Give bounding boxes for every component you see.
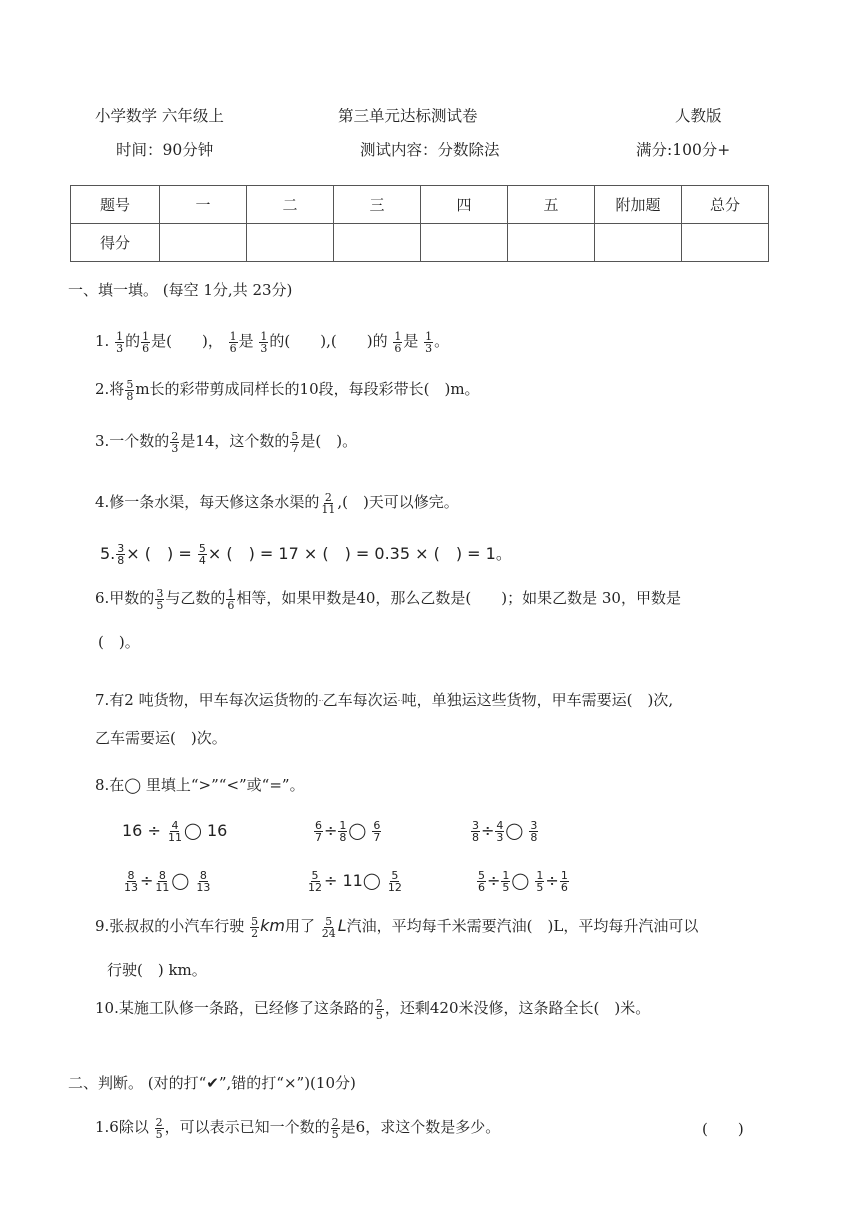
question-6-cont: ( )。 xyxy=(98,633,140,651)
score-table-header-row xyxy=(71,186,769,224)
compare-item: $\frac{3}{8}$ ÷ $\frac{4}{3}$ ◯ $\frac{3}{8}$ xyxy=(472,819,538,844)
question-3 xyxy=(95,430,357,454)
judge-question-1 xyxy=(95,1116,500,1140)
q-text: 与乙数的 xyxy=(165,589,226,607)
q-text: 乙车每次运 xyxy=(322,691,398,709)
table-cell: 三 xyxy=(334,186,421,224)
fraction: $\frac{2}{5}$ xyxy=(331,1115,339,1141)
question-2 xyxy=(95,378,480,402)
unit-km: km xyxy=(260,916,285,935)
score-table-score-row xyxy=(71,224,769,262)
q-text: 的 xyxy=(125,332,141,350)
question-9 xyxy=(95,915,698,939)
q-text: 6.甲数的 xyxy=(95,589,155,607)
fraction: $\frac{4}{3}$ xyxy=(496,819,504,844)
q-text: 是6，求这个数是多少。 xyxy=(340,1118,501,1136)
fraction: $\frac{3}{5}$ xyxy=(156,586,164,612)
table-cell: 五 xyxy=(508,186,595,224)
q-text: 2.将 xyxy=(95,380,125,398)
compare-item: 16 ÷ $\frac{4}{11}$ ◯ 16 xyxy=(122,819,228,844)
fraction: $\frac{3}{8}$ xyxy=(117,542,125,567)
score-input-cell[interactable] xyxy=(595,224,682,262)
table-cell: 一 xyxy=(160,186,247,224)
q-text: 5. xyxy=(100,544,116,563)
fraction: $\frac{1}{5}$ xyxy=(502,869,510,894)
fraction: $\frac{1}{6}$ xyxy=(142,329,150,355)
score-input-cell[interactable] xyxy=(334,224,421,262)
q-text: ，还剩420米没修，这条路全长( )米。 xyxy=(384,999,651,1017)
section2-title: 二、判断。 (对的打“✔”,错的打“×”)(10分) xyxy=(68,1074,356,1092)
q-text: 9.张叔叔的小汽车行驶 xyxy=(95,917,245,935)
q-text: 吨，单独运这些货物，甲车需要运( )次, xyxy=(401,691,674,709)
fraction: $\frac{5}{12}$ xyxy=(308,869,322,894)
q-text: ，可以表示已知一个数的 xyxy=(164,1118,330,1136)
compare-item: $\frac{8}{13}$ ÷ $\frac{8}{11}$ ◯ $\frac{8}{13}$ xyxy=(124,869,211,894)
fraction: $\frac{8}{13}$ xyxy=(196,869,211,894)
fraction: $\frac{1}{6}$ xyxy=(227,586,235,612)
question-7 xyxy=(95,689,673,710)
q-text: 4.修一条水渠，每天修这条水渠的 xyxy=(95,493,320,511)
fraction: $\frac{1}{3}$ xyxy=(425,329,433,355)
question-10 xyxy=(95,997,650,1021)
compare-item: $\frac{5}{6}$ ÷ $\frac{1}{5}$ ◯ $\frac{1}{5}$ ÷ $\frac{1}{6}$ xyxy=(478,869,568,894)
question-6 xyxy=(95,587,681,611)
fraction: $\frac{1}{6}$ xyxy=(229,329,237,355)
fraction: $\frac{5}{4}$ xyxy=(198,542,206,567)
table-cell: 附加题 xyxy=(595,186,682,224)
q-text: 用了 xyxy=(284,917,315,935)
fraction: $\frac{6}{7}$ xyxy=(373,819,381,844)
fraction: $\frac{5}{24}$ xyxy=(321,914,336,940)
q-text: 是 xyxy=(403,332,419,350)
question-5 xyxy=(100,541,512,566)
fraction: $\frac{8}{13}$ xyxy=(124,869,138,894)
question-4 xyxy=(95,491,459,515)
q-text: 是( )， xyxy=(151,332,223,350)
q-text: 10.某施工队修一条路，已经修了这条路的 xyxy=(95,999,374,1017)
score-input-cell[interactable] xyxy=(247,224,334,262)
q-text: 。 xyxy=(434,332,450,350)
fraction: $\frac{2}{11}$ xyxy=(321,490,336,516)
q-text: 是 xyxy=(238,332,254,350)
fraction: $\frac{1}{6}$ xyxy=(394,329,402,355)
fraction: $\frac{5}{7}$ xyxy=(291,429,299,455)
q-text: × ( ) = 17 × ( ) = 0.35 × ( ) = 1。 xyxy=(207,544,512,563)
exam-title: 第三单元达标测试卷 xyxy=(338,107,478,125)
table-cell: 二 xyxy=(247,186,334,224)
q-text: 7.有2 吨货物，甲车每次运货物的 xyxy=(95,691,319,709)
fraction: $\frac{5}{6}$ xyxy=(478,869,485,894)
table-cell: 总分 xyxy=(682,186,769,224)
fraction: $\frac{6}{7}$ xyxy=(315,819,322,844)
full-score-label: 满分:100分+ xyxy=(636,141,731,159)
fraction: $\frac{2}{5}$ xyxy=(155,1115,163,1141)
fraction: $\frac{5}{12}$ xyxy=(387,869,402,894)
table-cell: 四 xyxy=(421,186,508,224)
fraction: $\frac{3}{8}$ xyxy=(530,819,538,844)
fraction: $\frac{8}{11}$ xyxy=(155,869,170,894)
answer-blank[interactable]: ( ) xyxy=(702,1120,744,1138)
fraction: $\frac{1}{8}$ xyxy=(339,819,347,844)
score-table xyxy=(70,185,769,262)
q-text: ,( )天可以修完。 xyxy=(337,493,459,511)
score-input-cell[interactable] xyxy=(421,224,508,262)
content-label: 测试内容：分数除法 xyxy=(360,141,500,159)
fraction: $\frac{1}{6}$ xyxy=(560,869,568,894)
q-text: 1. xyxy=(95,332,110,350)
fraction: $\frac{1}{3}$ xyxy=(260,329,268,355)
fraction: $\frac{1}{3}$ xyxy=(116,329,124,355)
q-text: 1.6除以 xyxy=(95,1118,149,1136)
fraction: $\frac{2}{5}$ xyxy=(375,996,383,1022)
fraction: $\frac{2}{3}$ xyxy=(171,429,179,455)
table-cell: 题号 xyxy=(71,186,160,224)
score-input-cell[interactable] xyxy=(160,224,247,262)
compare-item: $\frac{6}{7}$ ÷ $\frac{1}{8}$ ◯ $\frac{6}{7}$ xyxy=(315,819,381,844)
fraction: $\frac{5}{8}$ xyxy=(126,377,134,403)
score-input-cell[interactable] xyxy=(682,224,769,262)
fraction: $\frac{3}{8}$ xyxy=(472,819,479,844)
q-text: 汽油，平均每千米需要汽油( )L，平均每升汽油可以 xyxy=(346,917,699,935)
fraction: $\frac{4}{11}$ xyxy=(167,819,182,844)
question-8-title: 8.在◯ 里填上“>”“<”或“=”。 xyxy=(95,776,305,794)
score-input-cell[interactable] xyxy=(508,224,595,262)
question-9-cont: 行驶( ) km。 xyxy=(107,961,207,979)
q-text: 3.一个数的 xyxy=(95,432,170,450)
compare-item: $\frac{5}{12}$ ÷ 11◯ $\frac{5}{12}$ xyxy=(308,869,402,894)
time-label: 时间：90分钟 xyxy=(116,141,214,159)
q-text: 是14，这个数的 xyxy=(180,432,290,450)
q-text: 是( )。 xyxy=(300,432,358,450)
q-text: 相等，如果甲数是40，那么乙数是( )；如果乙数是 30，甲数是 xyxy=(236,589,681,607)
fraction: $\frac{1}{5}$ xyxy=(536,869,544,894)
section1-title: 一、填一填。 (每空 1分,共 23分) xyxy=(68,281,293,299)
q-text: 的( ),( )的 xyxy=(269,332,388,350)
table-cell: 得分 xyxy=(71,224,160,262)
fraction: $\frac{5}{2}$ xyxy=(251,914,259,940)
q-text: m长的彩带剪成同样长的10段，每段彩带长( )m。 xyxy=(135,380,480,398)
subject-label: 小学数学 六年级上 xyxy=(95,107,224,125)
unit-liter: L xyxy=(337,916,347,935)
edition-label: 人教版 xyxy=(675,107,722,125)
question-7-cont: 乙车需要运( )次。 xyxy=(95,729,227,747)
q-text: × ( ) = xyxy=(126,544,192,563)
question-1 xyxy=(95,330,449,354)
